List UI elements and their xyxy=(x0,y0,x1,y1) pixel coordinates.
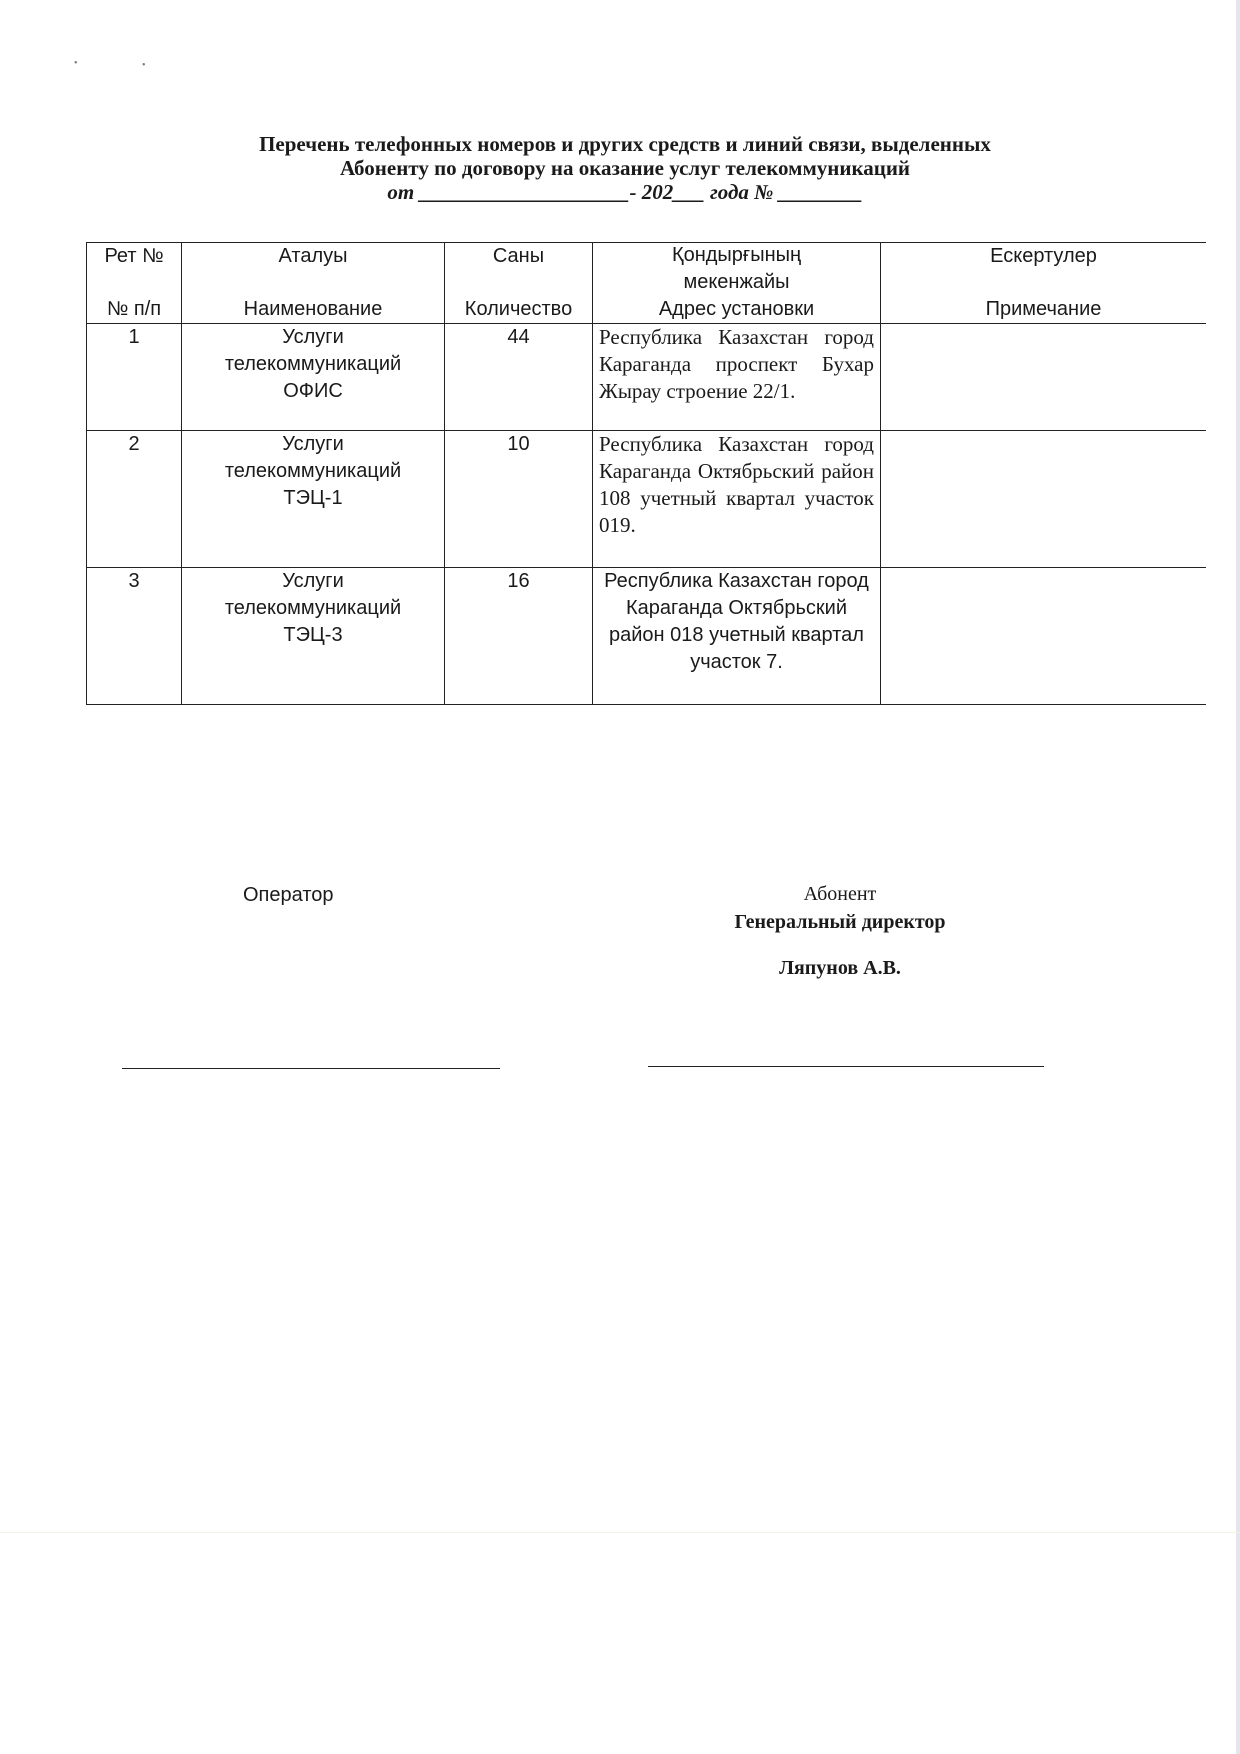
row-number: 3 xyxy=(87,568,182,705)
subscriber-block xyxy=(700,880,980,982)
scan-speck: • xyxy=(142,60,146,71)
subscriber-signature-line xyxy=(648,1066,1044,1067)
equipment-table xyxy=(86,242,1206,705)
row-address: Республика Казахстан город Караганда Октябрьский район 108 учетный квартал участок 019. xyxy=(593,431,881,568)
table-row xyxy=(87,324,1207,431)
row-quantity: 10 xyxy=(445,431,593,568)
row-address: Республика Казахстан город Караганда Октябрьский район 018 учетный квартал участок 7. xyxy=(593,568,881,705)
row-quantity: 16 xyxy=(445,568,593,705)
header-quantity: Саны Количество xyxy=(445,243,593,324)
row-quantity: 44 xyxy=(445,324,593,431)
row-note xyxy=(881,324,1207,431)
row-note xyxy=(881,431,1207,568)
subscriber-label: Абонент xyxy=(803,883,877,905)
scan-speck: • xyxy=(74,58,78,69)
title-line-1: Перечень телефонных номеров и других средств и линий связи, выделенных xyxy=(259,132,991,156)
row-note xyxy=(881,568,1207,705)
subscriber-name: Ляпунов А.В. xyxy=(779,957,901,979)
header-address: Қондырғының мекенжайы Адрес установки xyxy=(593,243,881,324)
header-name: Аталуы Наименование xyxy=(182,243,445,324)
header-number: Рет № № п/п xyxy=(87,243,182,324)
row-name: Услуги телекоммуникаций ТЭЦ-1 xyxy=(182,431,445,568)
subscriber-position: Генеральный директор xyxy=(734,911,946,933)
document-title xyxy=(110,132,1140,204)
table-row xyxy=(87,568,1207,705)
operator-label: Оператор xyxy=(243,884,334,906)
scan-edge xyxy=(1236,0,1240,1754)
table-row xyxy=(87,431,1207,568)
row-number: 1 xyxy=(87,324,182,431)
title-line-2: Абоненту по договору на оказание услуг телекоммуникаций xyxy=(339,156,911,180)
row-number: 2 xyxy=(87,431,182,568)
title-line-3: от ____________________- 202___ года № ________ xyxy=(387,180,863,204)
header-note: Ескертулер Примечание xyxy=(881,243,1207,324)
row-address: Республика Казахстан город Караганда проспект Бухар Жырау строение 22/1. xyxy=(593,324,881,431)
operator-signature-line xyxy=(122,1068,500,1069)
row-name: Услуги телекоммуникаций ТЭЦ-3 xyxy=(182,568,445,705)
row-name: Услуги телекоммуникаций ОФИС xyxy=(182,324,445,431)
scan-artifact-line xyxy=(0,1532,1240,1533)
table-header-row xyxy=(87,243,1207,324)
